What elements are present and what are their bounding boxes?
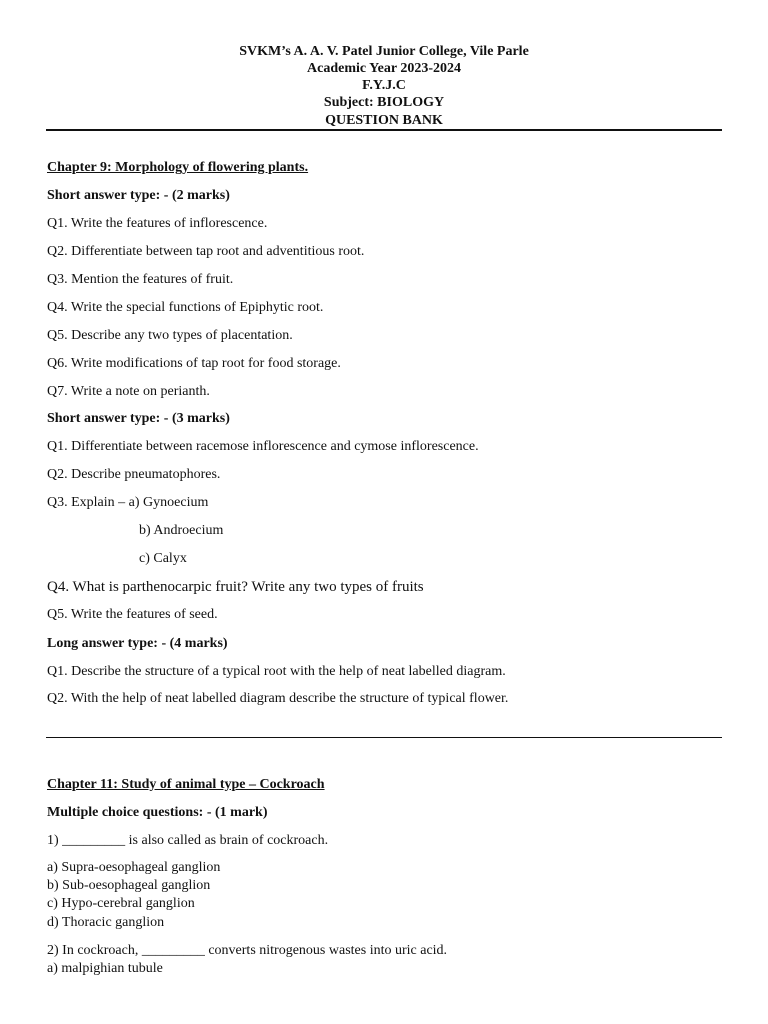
mcq-option: a) malpighian tubule (47, 961, 163, 976)
question-text: Q7. Write a note on perianth. (47, 384, 210, 399)
question-text: Q3. Mention the features of fruit. (47, 272, 234, 287)
header-rule (46, 129, 722, 131)
question-text: Q2. Differentiate between tap root and adventitious root. (47, 244, 365, 259)
question-subpart: c) Calyx (139, 551, 187, 566)
mcq-option: b) Sub-oesophageal ganglion (47, 878, 211, 893)
question-text: Q4. Write the special functions of Epiphytic root. (47, 300, 324, 315)
section-heading-4-marks: Long answer type: - (4 marks) (47, 636, 228, 651)
question-text: Q1. Describe the structure of a typical root with the help of neat labelled diagram. (47, 664, 506, 679)
mcq-question: 1) _________ is also called as brain of cockroach. (47, 833, 329, 848)
question-text: Q1. Differentiate between racemose inflorescence and cymose inflorescence. (47, 439, 479, 454)
subject: Subject: BIOLOGY (323, 95, 445, 110)
question-text: Q5. Write the features of seed. (47, 607, 218, 622)
mcq-option: c) Hypo-cerebral ganglion (47, 896, 195, 911)
question-text: Q5. Describe any two types of placentation. (47, 328, 293, 343)
chapter-9-title: Chapter 9: Morphology of flowering plants. (47, 160, 309, 175)
question-text: Q2. Describe pneumatophores. (47, 467, 221, 482)
chapter-11-title: Chapter 11: Study of animal type – Cockroach (47, 777, 325, 792)
question-text: Q2. With the help of neat labelled diagram describe the structure of typical flower. (47, 691, 509, 706)
section-divider (46, 737, 722, 738)
mcq-option: a) Supra-oesophageal ganglion (47, 860, 221, 875)
academic-year: Academic Year 2023-2024 (307, 61, 461, 76)
question-text: Q4. What is parthenocarpic fruit? Write any two types of fruits (47, 579, 424, 595)
section-heading-mcq: Multiple choice questions: - (1 mark) (47, 805, 268, 820)
section-heading-3-marks: Short answer type: - (3 marks) (47, 411, 230, 426)
question-text: Q1. Write the features of inflorescence. (47, 216, 268, 231)
question-subpart: b) Androecium (139, 523, 224, 538)
question-text: Q3. Explain – a) Gynoecium (47, 495, 209, 510)
question-text: Q6. Write modifications of tap root for food storage. (47, 356, 341, 371)
mcq-option: d) Thoracic ganglion (47, 915, 165, 930)
class-name: F.Y.J.C (362, 78, 406, 93)
section-heading-2-marks: Short answer type: - (2 marks) (47, 188, 230, 203)
mcq-question: 2) In cockroach, _________ converts nitrogenous wastes into uric acid. (47, 943, 448, 958)
college-name: SVKM’s A. A. V. Patel Junior College, Vile Parle (239, 44, 529, 59)
document-type: QUESTION BANK (325, 113, 443, 128)
